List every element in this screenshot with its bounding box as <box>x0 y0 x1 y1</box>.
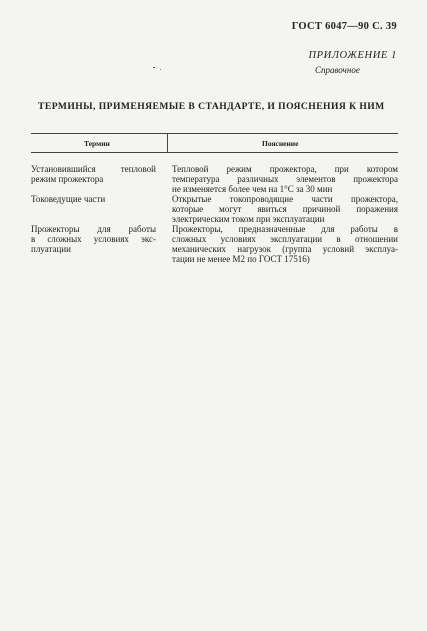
term-line: плуатации <box>31 244 71 254</box>
explanation-line: температура различных элементов прожектора <box>172 174 398 184</box>
explanation-line: не изменяется более чем на 1°С за 30 мин <box>172 184 333 194</box>
explanation-cell <box>172 164 398 194</box>
column-header-term: Термин <box>84 139 110 148</box>
explanation-line: которые могут явиться причиной поражения <box>172 204 398 214</box>
term-line: Установившийся тепловой <box>31 164 156 174</box>
appendix-subtitle: Справочное <box>315 65 360 75</box>
term-line: в сложных условиях экс- <box>31 234 156 244</box>
appendix-title: ПРИЛОЖЕНИЕ 1 <box>308 50 397 61</box>
explanation-line: механических нагрузок (группа условий эксплуа- <box>172 244 398 254</box>
table-top-rule <box>31 133 398 134</box>
standard-reference: ГОСТ 6047—90 С. 39 <box>291 21 397 32</box>
term-line: режим прожектора <box>31 174 104 184</box>
table-column-divider <box>167 133 168 152</box>
document-title: ТЕРМИНЫ, ПРИМЕНЯЕМЫЕ В СТАНДАРТЕ, И ПОЯСНЕНИЯ К НИМ <box>38 101 385 112</box>
term-line: Токоведущие части <box>31 194 106 204</box>
term-cell <box>31 164 156 184</box>
table-header-rule <box>31 152 398 153</box>
scan-speck <box>160 69 161 70</box>
scan-speck <box>153 67 155 68</box>
term-cell <box>31 194 156 204</box>
explanation-line: Тепловой режим прожектора, при котором <box>172 164 398 174</box>
term-cell <box>31 224 156 254</box>
explanation-line: тации не менее М2 по ГОСТ 17516) <box>172 254 310 264</box>
explanation-cell <box>172 194 398 224</box>
explanation-line: электрическим током при эксплуатации <box>172 214 325 224</box>
explanation-line: Открытые токопроводящие части прожектора, <box>172 194 398 204</box>
term-line: Прожекторы для работы <box>31 224 156 234</box>
column-header-explanation: Пояснение <box>262 139 299 148</box>
explanation-line: Прожекторы, предназначенные для работы в <box>172 224 398 234</box>
explanation-line: сложных условиях эксплуатации в отношении <box>172 234 398 244</box>
explanation-cell <box>172 224 398 264</box>
